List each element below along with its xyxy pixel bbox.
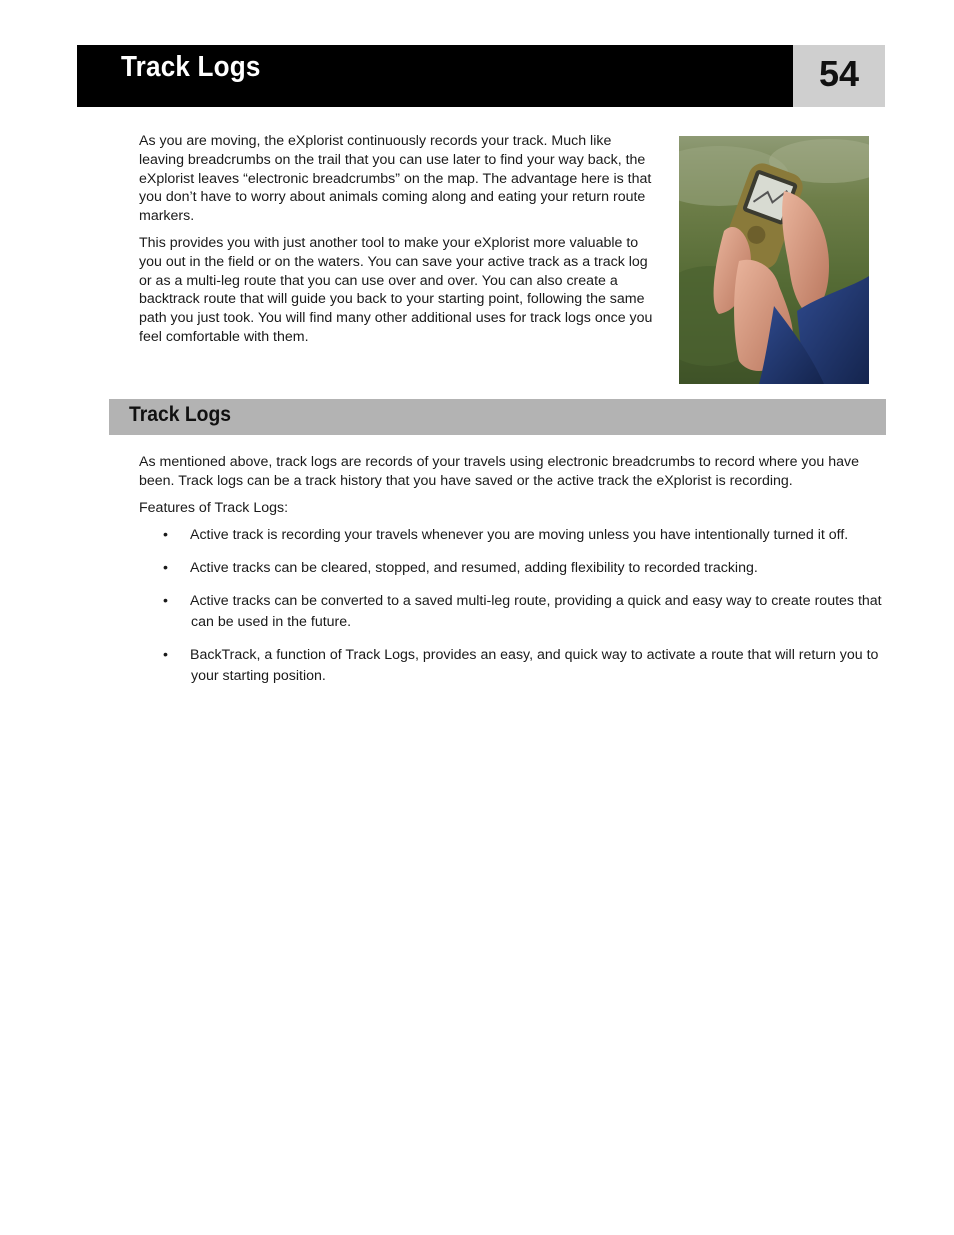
gps-hand-photo bbox=[679, 136, 869, 384]
list-item-text: Active tracks can be cleared, stopped, and resumed, adding flexibility to recorded tracking. bbox=[190, 560, 758, 577]
features-label: Features of Track Logs: bbox=[139, 499, 289, 516]
section-body bbox=[139, 453, 889, 699]
bullet-glyph: • bbox=[163, 527, 168, 544]
page-title: Track Logs bbox=[121, 51, 261, 83]
intro-paragraph: As you are moving, the eXplorist continuously records your track. Much like leaving breadcrumbs on the trail that you can use later to find your way back, the eXplorist leaves “electronic breadcrumbs” on the map. The advantage here is that you don’t have to worry about animals coming along and eating your return route markers. bbox=[139, 133, 652, 225]
list-item bbox=[139, 645, 889, 687]
list-item-text: BackTrack, a function of Track Logs, provides an easy, and quick way to activate a route that will return you to your starting position. bbox=[190, 647, 879, 685]
bullet-glyph: • bbox=[163, 593, 168, 610]
list-item bbox=[139, 525, 889, 546]
list-item-text: Active tracks can be converted to a saved multi-leg route, providing a quick and easy way to create routes that can be used in the future. bbox=[190, 593, 882, 631]
list-item bbox=[139, 591, 889, 633]
list-item-text: Active track is recording your travels whenever you are moving unless you have intentionally turned it off. bbox=[190, 527, 849, 544]
page-number: 54 bbox=[818, 53, 860, 94]
list-item bbox=[139, 558, 889, 579]
features-list bbox=[139, 525, 889, 687]
section-title: Track Logs bbox=[129, 403, 232, 426]
section-header-bar bbox=[109, 399, 886, 435]
bullet-glyph: • bbox=[163, 647, 168, 664]
page-header-bar bbox=[77, 45, 793, 107]
intro-paragraph: This provides you with just another tool to make your eXplorist more valuable to you out in the field or on the waters. You can save your active track as a track log or as a multi-leg route that you can use over and over. You can also create a backtrack route that will guide you back to your starting point, following the same path you just took. You will find many other additional uses for track logs once you feel comfortable with them. bbox=[139, 234, 653, 345]
bullet-glyph: • bbox=[163, 560, 168, 577]
section-intro-paragraph: As mentioned above, track logs are records of your travels using electronic breadcrumbs to record where you have been. Track logs can be a track history that you have saved or the active track the eXplorist is recording. bbox=[139, 454, 859, 489]
intro-text bbox=[139, 132, 659, 355]
page-number-box bbox=[793, 45, 885, 107]
